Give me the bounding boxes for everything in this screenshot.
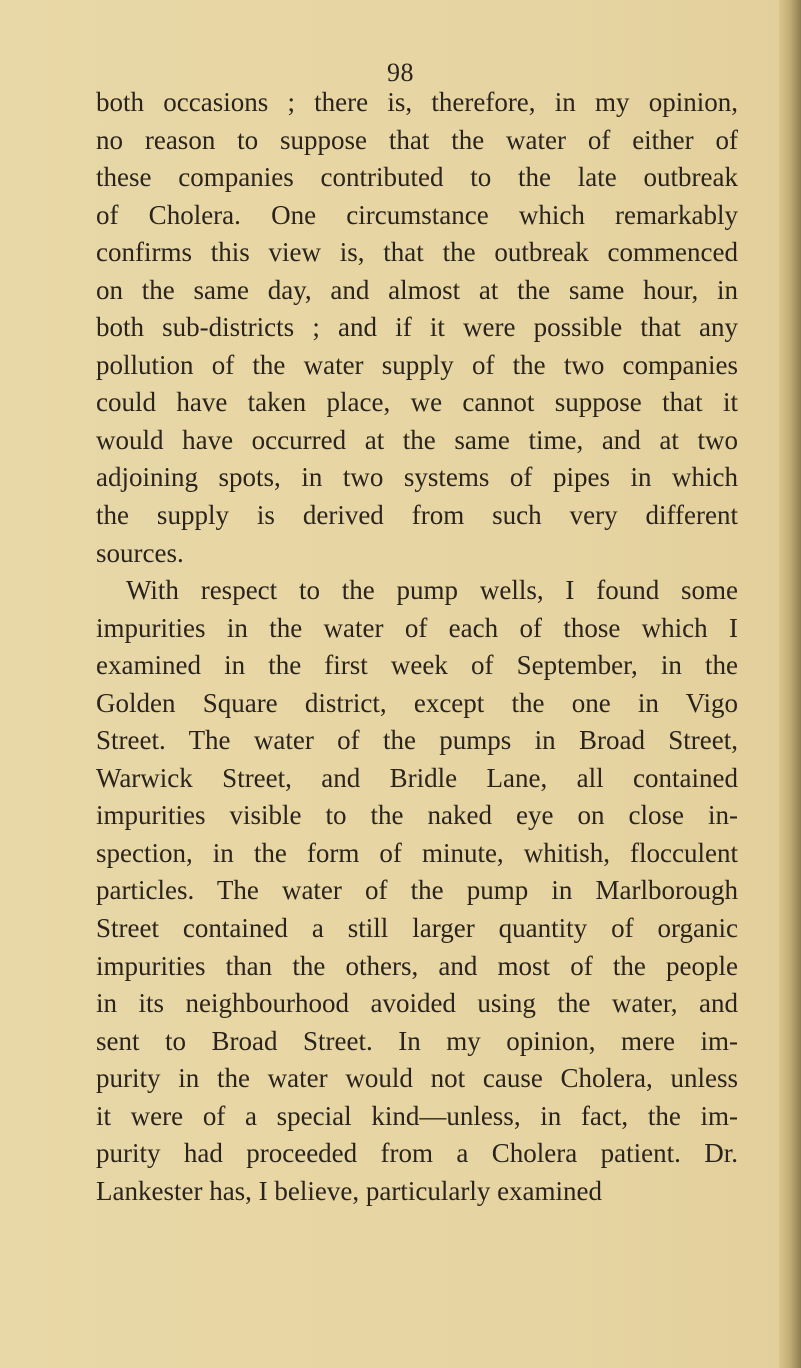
page-edge-shadow xyxy=(779,0,801,1368)
text-line: Lankester has, I believe, particularly examined xyxy=(96,1175,603,1206)
paragraph-first-line: With respect to the pump wells, I found some xyxy=(126,575,738,606)
text-line: purity in the water would not cause Cholera, unless xyxy=(96,1063,738,1094)
text-line: would have occurred at the same time, and at two xyxy=(96,424,738,455)
body-text xyxy=(96,84,738,1210)
text-line: impurities than the others, and most of the people xyxy=(96,950,738,981)
text-line: sources. xyxy=(96,537,184,568)
text-line: it were of a special kind—unless, in fact, the im- xyxy=(96,1100,738,1131)
text-line: Street. The water of the pumps in Broad Street, xyxy=(96,725,738,756)
text-line: these companies contributed to the late outbreak xyxy=(96,162,738,193)
text-line: spection, in the form of minute, whitish, flocculent xyxy=(96,837,738,868)
text-line: examined in the first week of September, in the xyxy=(96,650,738,681)
text-line: adjoining spots, in two systems of pipes in which xyxy=(96,462,738,493)
text-line: Street contained a still larger quantity of organic xyxy=(96,913,738,944)
text-line: sent to Broad Street. In my opinion, mere im- xyxy=(96,1025,738,1056)
text-line: Golden Square district, except the one in Vigo xyxy=(96,687,738,718)
text-line: confirms this view is, that the outbreak commenced xyxy=(96,237,738,268)
text-line: could have taken place, we cannot suppose that it xyxy=(96,387,738,418)
text-line: the supply is derived from such very different xyxy=(96,500,738,531)
text-line: no reason to suppose that the water of either of xyxy=(96,124,738,155)
text-line: Warwick Street, and Bridle Lane, all contained xyxy=(96,762,738,793)
text-line: impurities in the water of each of those which I xyxy=(96,612,738,643)
text-line: impurities visible to the naked eye on close in- xyxy=(96,800,738,831)
text-line: particles. The water of the pump in Marlborough xyxy=(96,875,738,906)
text-line: of Cholera. One circumstance which remarkably xyxy=(96,199,738,230)
text-line: pollution of the water supply of the two companies xyxy=(96,349,738,380)
text-line: in its neighbourhood avoided using the water, and xyxy=(96,988,738,1019)
text-line: both occasions ; there is, therefore, in my opinion, xyxy=(96,87,738,117)
page-number: 98 xyxy=(387,58,414,87)
text-line: on the same day, and almost at the same hour, in xyxy=(96,274,738,305)
text-line: purity had proceeded from a Cholera patient. Dr. xyxy=(96,1138,738,1169)
text-line: both sub-districts ; and if it were possible that any xyxy=(96,312,738,343)
